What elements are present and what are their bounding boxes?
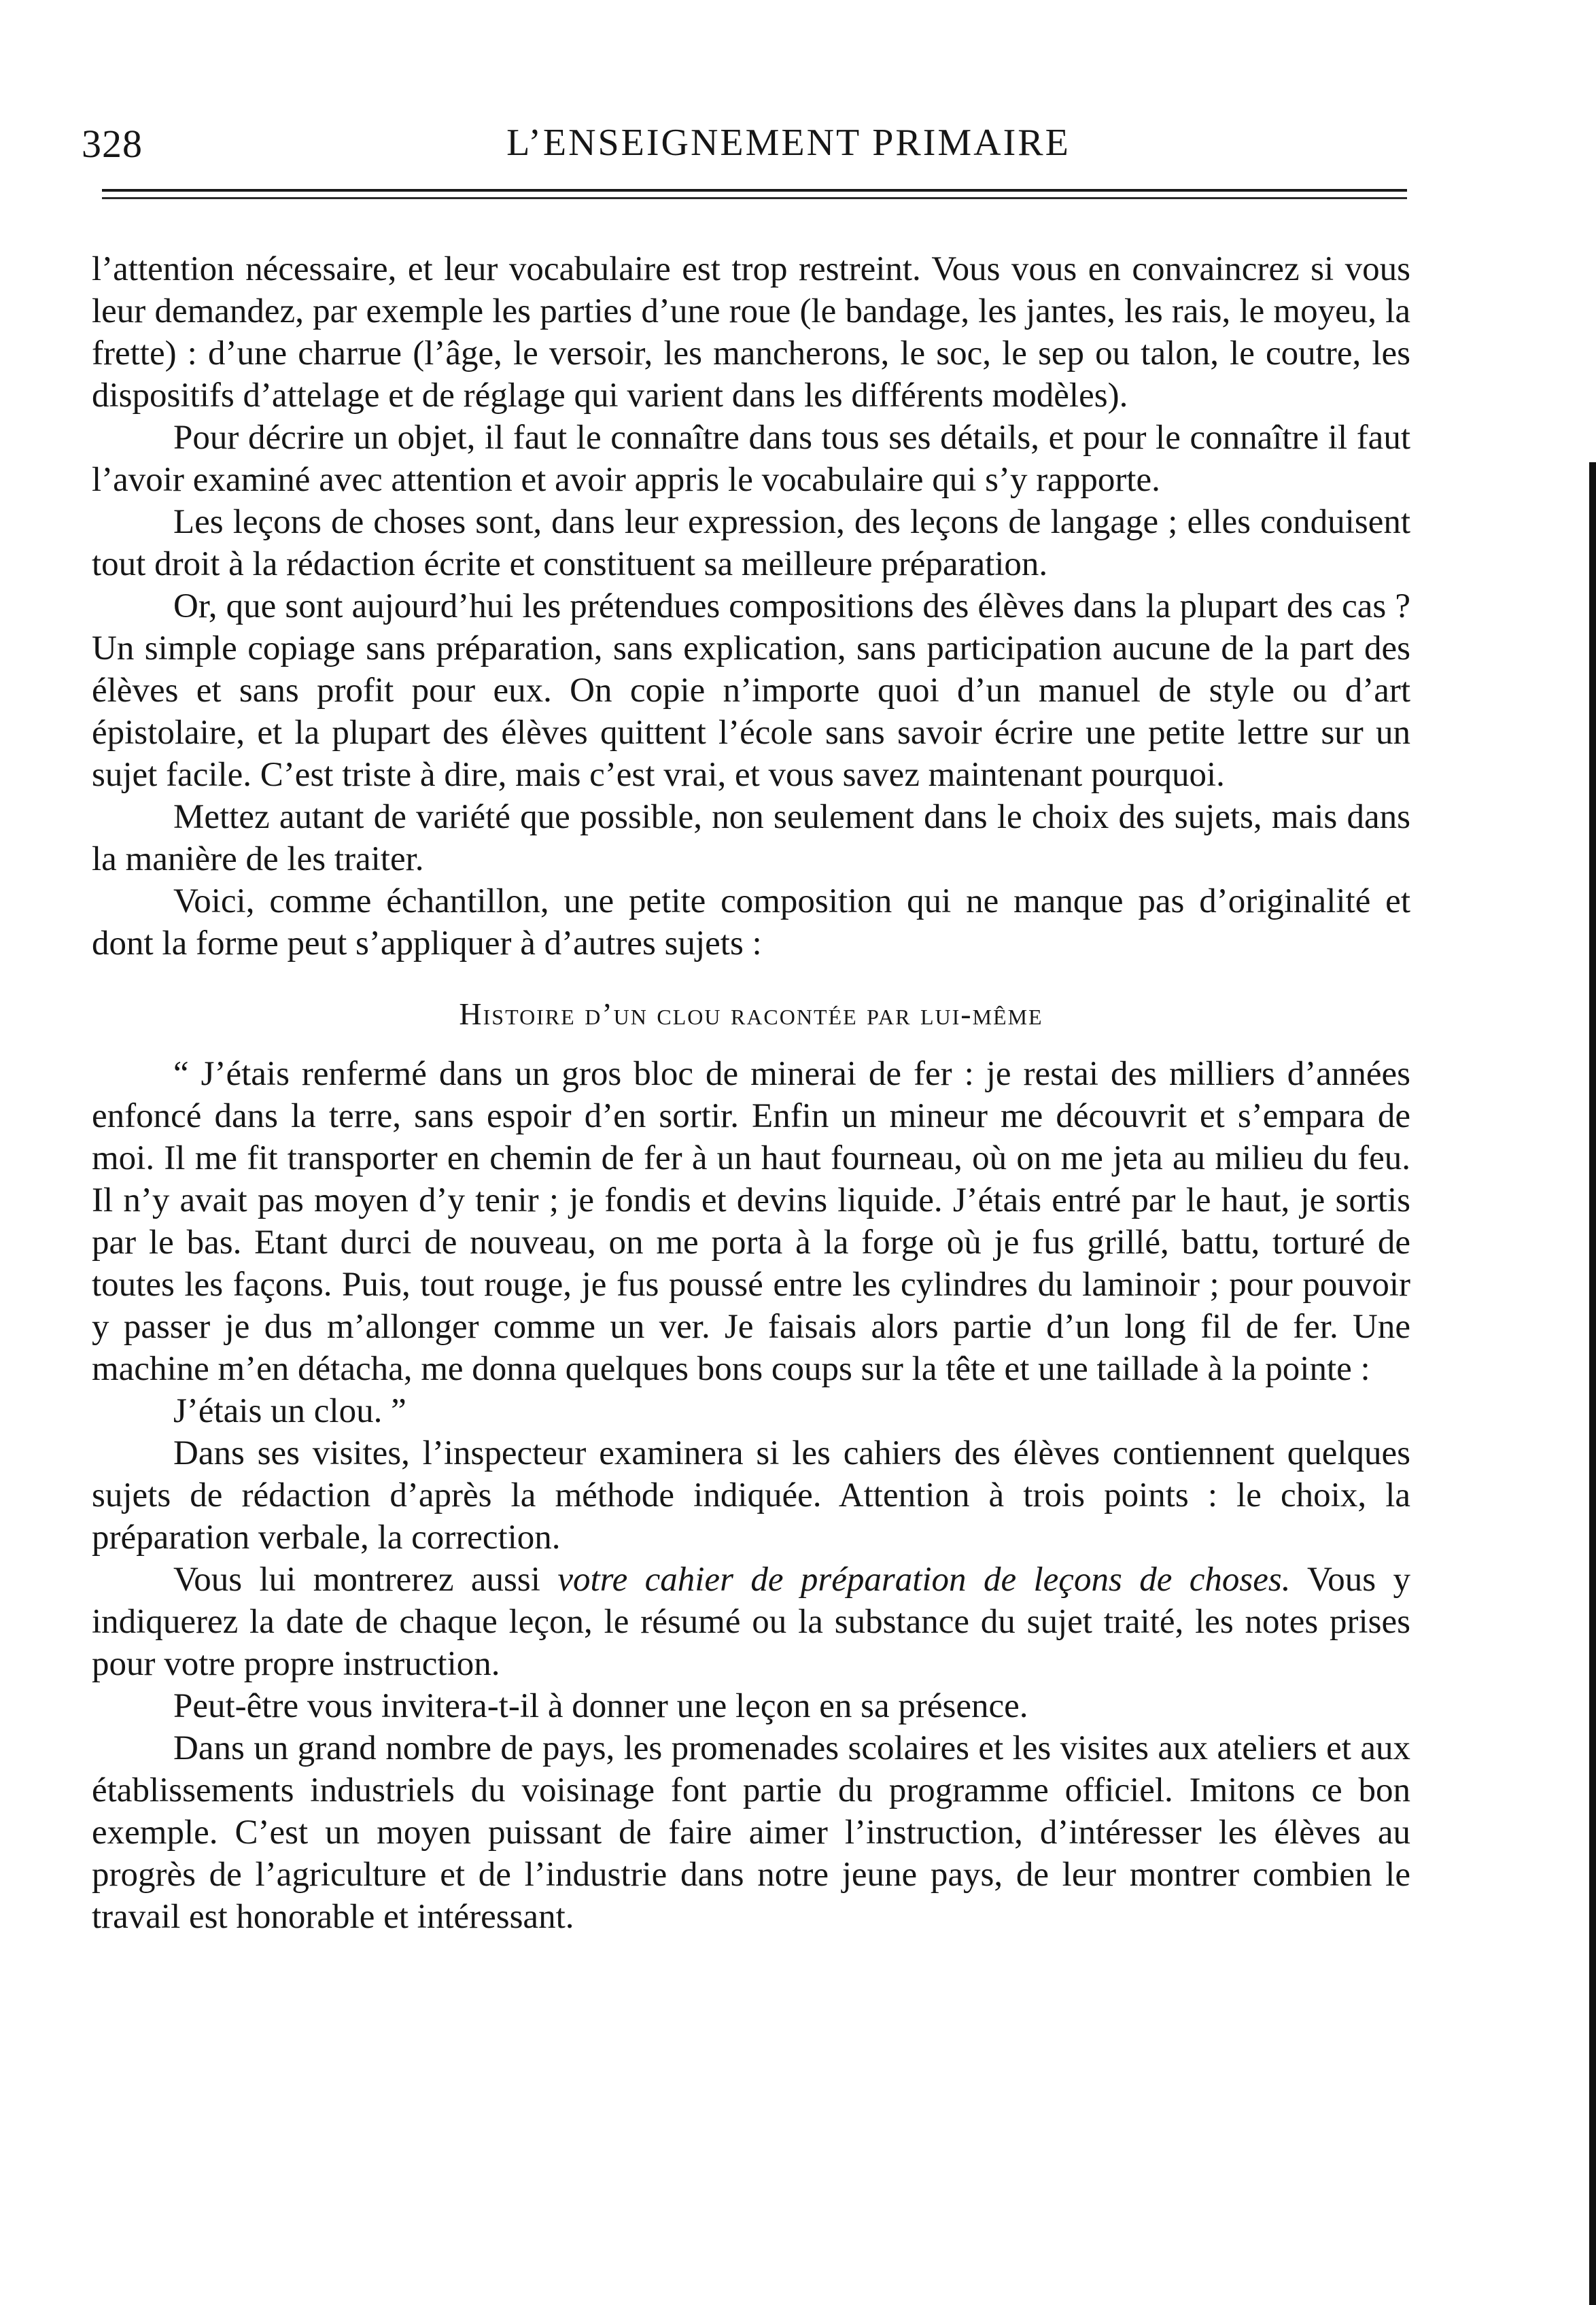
page-number: 328 <box>82 122 143 166</box>
paragraph-4: Or, que sont aujourd’hui les prétendues compositions des élèves dans la plupart des cas ? Un simple copiage sans préparation, sans explication, sans participation aucune de la part des élèves et sans profit pour eux. On copie n’importe quoi d’un manuel de style ou d’art épistolaire, et la plupart des élèves quittent l’école sans savoir écrire une petite lettre sur un sujet facile. C’est triste à dire, mais c’est vrai, et vous savez maintenant pourquoi. <box>92 587 1410 794</box>
paragraph-3: Les leçons de choses sont, dans leur expression, des leçons de langage ; elles conduisent tout droit à la rédaction écrite et constituent sa meilleure préparation. <box>92 503 1410 583</box>
paragraph-9: Peut-être vous invitera-t-il à donner une leçon en sa présence. <box>173 1687 1028 1725</box>
story-text: “ J’étais renfermé dans un gros bloc de minerai de fer : je restai des milliers d’années enfoncé dans la terre, sans espoir d’en sortir. Enfin un mineur me découvrit et s’empara de moi. Il me fit transporter en chemin de fer à un haut fourneau, où on me jeta au milieu du feu. Il n’y avait pas moyen d’y tenir ; je fondis et devins liquide. J’étais entré par le haut, je sortis par le bas. Etant durci de nouveau, on me porta à la forge où je fus grillé, battu, torturé de toutes les façons. Puis, tout rouge, je fus poussé entre les cylindres du laminoir ; pour pouvoir y passer je dus m’allonger comme un ver. Je faisais alors partie d’un long fil de fer. Une machine m’en détacha, me donna quelques bons coups sur la tête et une taillade à la pointe : <box>92 1055 1410 1388</box>
paragraph-8-end: Vous y indiquerez la date de chaque leçon, le résumé ou la substance du sujet traité, les notes prises pour votre propre instruction. <box>92 1561 1410 1683</box>
paragraph-7: Dans ses visites, l’inspecteur examinera si les cahiers des élèves contiennent quelques sujets de rédaction d’après la méthode indiquée. Attention à trois points : le choix, la préparation verbale, la correction. <box>92 1434 1410 1557</box>
story-closing: J’étais un clou. ” <box>173 1392 406 1430</box>
story-title: Histoire d’un clou racontée par lui-même <box>459 996 1043 1031</box>
paragraph-2: Pour décrire un objet, il faut le connaître dans tous ses détails, et pour le connaître il faut l’avoir examiné avec attention et avoir appris le vocabulaire qui s’y rapporte. <box>92 419 1410 499</box>
paragraph-8 <box>92 1559 1410 1685</box>
paragraph-10: Dans un grand nombre de pays, les promenades scolaires et les visites aux ateliers et aux établissements industriels du voisinage font partie du programme officiel. Imitons ce bon exemple. C’est un moyen puissant de faire aimer l’instruction, d’intéresser les élèves au progrès de l’agriculture et de l’industrie dans notre jeune pays, de leur montrer combien le travail est honorable et intéressant. <box>92 1729 1410 1936</box>
header-rule-secondary <box>102 197 1407 199</box>
paragraph-8-start: Vous lui montrerez aussi <box>173 1561 558 1599</box>
paragraph-8-italic: votre cahier de préparation de leçons de choses. <box>557 1561 1291 1599</box>
paragraph-6: Voici, comme échantillon, une petite composition qui ne manque pas d’originalité et dont la forme peut s’appliquer à d’autres sujets : <box>92 882 1410 963</box>
running-title: L’ENSEIGNEMENT PRIMAIRE <box>506 122 1071 164</box>
page-edge-shadow <box>1589 462 1596 2305</box>
paragraph-5: Mettez autant de variété que possible, non seulement dans le choix des sujets, mais dans la manière de les traiter. <box>92 798 1410 878</box>
header-rule <box>102 189 1407 192</box>
paragraph-1: l’attention nécessaire, et leur vocabulaire est trop restreint. Vous vous en convaincrez si vous leur demandez, par exemple les parties d’une roue (le bandage, les jantes, les rais, le moyeu, la frette) : d’une charrue (l’âge, le versoir, les mancherons, le soc, le sep ou talon, le coutre, les dispositifs d’attelage et de réglage qui varient dans les différents modèles). <box>92 250 1410 415</box>
page-body <box>92 248 1410 1938</box>
